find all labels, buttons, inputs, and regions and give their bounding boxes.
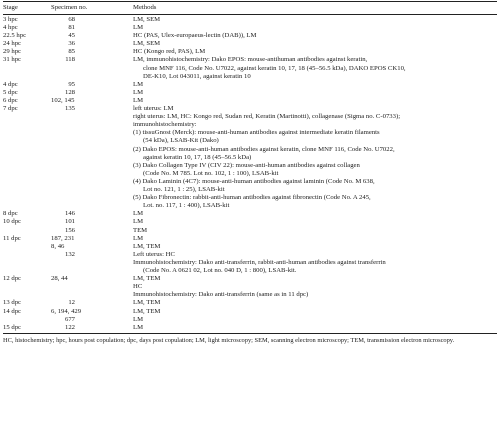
specimen-number: 102, 145 [51,96,75,104]
cell-stage: 13 dpc [3,299,22,307]
table-row [3,251,497,275]
cell-stage: 7 dpc [3,105,18,113]
cell-methods [133,24,495,32]
specimen-number: 6, 194, 429 [51,307,82,315]
specimen-number: 8, 46 [51,242,65,250]
table-row [3,81,497,89]
methods-line: (Code No. A 0621 02, Lot no. 040 D, 1 : 800), LSAB-kit. [143,267,297,274]
methods-line: LM, TEM [133,299,161,307]
cell-specimen [51,308,81,316]
methods-line: Lot. no. 117, 1 : 400), LSAB-kit [143,202,230,210]
cell-stage: 10 dpc [3,218,22,226]
methods-line: clone MNF 116, Code No. U7022, against keratin 10, 17, 18 (45–56.5 kDa), DAKO EPOS CK10, [143,64,406,72]
table-row [3,275,497,299]
cell-methods [133,48,495,56]
cell-specimen [51,81,75,89]
specimen-number: 28, 44 [51,275,68,283]
cell-stage: 11 dpc [3,234,21,242]
cell-methods [133,251,495,275]
cell-methods [133,324,495,332]
cell-specimen [51,275,68,283]
table-row [3,56,497,80]
cell-stage: 6 dpc [3,96,18,104]
cell-methods [133,227,495,235]
cell-specimen [51,210,75,218]
methods-table [3,1,497,345]
cell-specimen [51,97,74,105]
cell-specimen [51,24,75,32]
cell-methods [133,243,495,251]
header-stage: Stage [3,4,18,11]
table-row [3,210,497,218]
cell-methods [133,89,495,97]
specimen-number: 156 [64,226,75,234]
cell-stage: 4 hpc [3,24,18,32]
cell-specimen [51,56,75,64]
methods-line: LM [133,315,144,323]
table-row [3,97,497,105]
specimen-number: 135 [64,105,75,113]
cell-methods [133,32,495,40]
cell-stage: 31 hpc [3,56,22,64]
specimen-number: 36 [68,40,75,48]
specimen-number: 146 [64,210,75,218]
table-row [3,308,497,316]
cell-methods [133,210,495,218]
cell-methods [133,299,495,307]
table-row [3,235,497,243]
table-row [3,16,497,24]
methods-line: LM [133,88,144,96]
table-row [3,89,497,97]
methods-line: LM [133,24,144,32]
cell-methods [133,235,495,243]
cell-specimen [51,218,75,226]
methods-line: (1) tissuGnost (Merck): mouse-anti-human antibodies against intermediate keratin filaments [133,129,380,137]
methods-line: (4) Dako Laminin (4C7): mouse-anti-human antibodies against laminin (Code No. M 638, [133,177,375,185]
methods-line: LM, SEM [133,16,161,23]
cell-specimen [51,32,75,40]
cell-stage: 12 dpc [3,275,22,283]
specimen-number: 12 [68,299,75,307]
methods-line: immunohistochemistry: [133,121,197,129]
cell-specimen [51,243,64,251]
cell-methods [133,81,495,89]
specimen-number: 122 [64,323,75,331]
cell-methods [133,218,495,226]
methods-line: Immunohistochemistry: Dako anti-transferrin, rabbit-anti-human antibodies against transferrin [133,258,386,266]
specimen-number: 132 [64,250,75,258]
table-row [3,40,497,48]
cell-stage: 22.5 hpc [3,32,27,40]
cell-stage: 14 dpc [3,307,22,315]
table-body [3,16,497,332]
table-header-row [3,4,497,13]
specimen-number: 677 [64,315,75,323]
table-header-rule [3,14,497,15]
header-specimen: Specimen no. [51,4,88,11]
methods-line: HC [133,283,143,291]
methods-line: LM, TEM [133,307,161,315]
methods-line: LM [133,234,144,242]
cell-specimen [51,48,75,56]
table-row [3,243,497,251]
methods-line: LM [133,80,144,88]
methods-line: (2) Dako EPOS: mouse-anti-human antibodies against keratin, clone MNF 116, Code No. U7022, [133,145,395,153]
methods-line: LM [133,218,144,226]
cell-specimen [51,105,75,113]
cell-stage: 29 hpc [3,48,22,56]
table-row [3,218,497,226]
methods-line: LM [133,96,144,104]
methods-line: HC (Kongo red, PAS), LM [133,48,206,56]
table-row [3,227,497,235]
table-footnote [3,337,497,345]
table-row [3,105,497,210]
specimen-number: 187, 231 [51,234,75,242]
specimen-number: 81 [68,24,75,32]
specimen-number: 118 [65,56,75,64]
table-bottom-rule [3,333,497,334]
methods-line: Left uterus: HC [133,250,175,258]
cell-methods [133,97,495,105]
cell-stage: 3 hpc [3,16,18,23]
methods-line: left uterus: LM [133,105,174,113]
table-top-rule [3,1,497,2]
specimen-number: 45 [68,32,75,40]
cell-methods [133,40,495,48]
methods-line: LM, SEM [133,40,161,48]
footnote-text: HC, histochemistry; hpc, hours post copulation; dpc, days post copulation; LM, light microscopy; SEM, scanning electron microscopy; TEM, transmission electron microscopy. [3,336,455,344]
table-row [3,324,497,332]
specimen-number: 68 [68,16,75,23]
methods-line: TEM [133,226,148,234]
header-methods: Methods [133,4,157,11]
methods-line: (Code No. M 785. Lot no. 102, 1 : 100), LSAB-kit [143,169,279,177]
cell-specimen [51,316,75,324]
methods-line: LM, TEM [133,275,161,283]
cell-stage: 5 dpc [3,88,18,96]
specimen-number: 85 [68,48,75,56]
cell-specimen [51,235,74,243]
table-row [3,299,497,307]
cell-methods [133,16,495,24]
methods-line: LM, TEM [133,242,161,250]
methods-line: (54 kDa), LSAB-Kit (Dako) [143,137,219,145]
methods-line: LM [133,210,144,218]
specimen-number: 128 [64,88,75,96]
cell-stage: 24 hpc [3,40,22,48]
methods-line: LM [133,323,144,331]
cell-specimen [51,16,75,24]
cell-methods [133,105,495,210]
cell-methods [133,308,495,316]
specimen-number: 95 [68,80,75,88]
methods-line: DE-K10, Lot 043011, against keratin 10 [143,72,251,80]
cell-specimen [51,40,75,48]
methods-line: against keratin 10, 17, 18 (45–56.5 kDa) [143,153,252,161]
cell-methods [133,56,495,80]
cell-methods [133,316,495,324]
cell-specimen [51,299,75,307]
cell-specimen [51,324,75,332]
table-row [3,48,497,56]
methods-line: LM, immunohistochemistry: Dako EPOS: mouse-antihuman antibodies against keratin, [133,56,368,64]
cell-specimen [51,251,75,259]
cell-methods [133,275,495,299]
methods-line: HC (PAS, Ulex-europaeus-lectin (DAB)), LM [133,32,257,40]
methods-line: Immunohistochemistry: Dako anti-transferrin (same as in 11 dpc) [133,291,309,299]
methods-line: Lot no. 121, 1 : 25), LSAB-kit [143,185,225,193]
cell-specimen [51,89,75,97]
table-row [3,32,497,40]
methods-line: right uterus: LM, HC: Kongo red, Sudan red, Keratin (Martinotti), collagenase (Sigma no. C-0733); [133,113,401,121]
specimen-number: 101 [64,218,75,226]
methods-line: (5) Dako Fibronectin: rabbit-anti-human antibodies against fibronectin (Code No. A 245, [133,194,371,202]
methods-line: (3) Dako Collagen Type IV (CIV 22): mouse-anti-human antibodies against collagen [133,161,360,169]
table-row [3,24,497,32]
cell-stage: 4 dpc [3,80,18,88]
cell-stage: 8 dpc [3,210,18,218]
cell-specimen [51,227,75,235]
cell-stage: 15 dpc [3,323,22,331]
table-row [3,316,497,324]
